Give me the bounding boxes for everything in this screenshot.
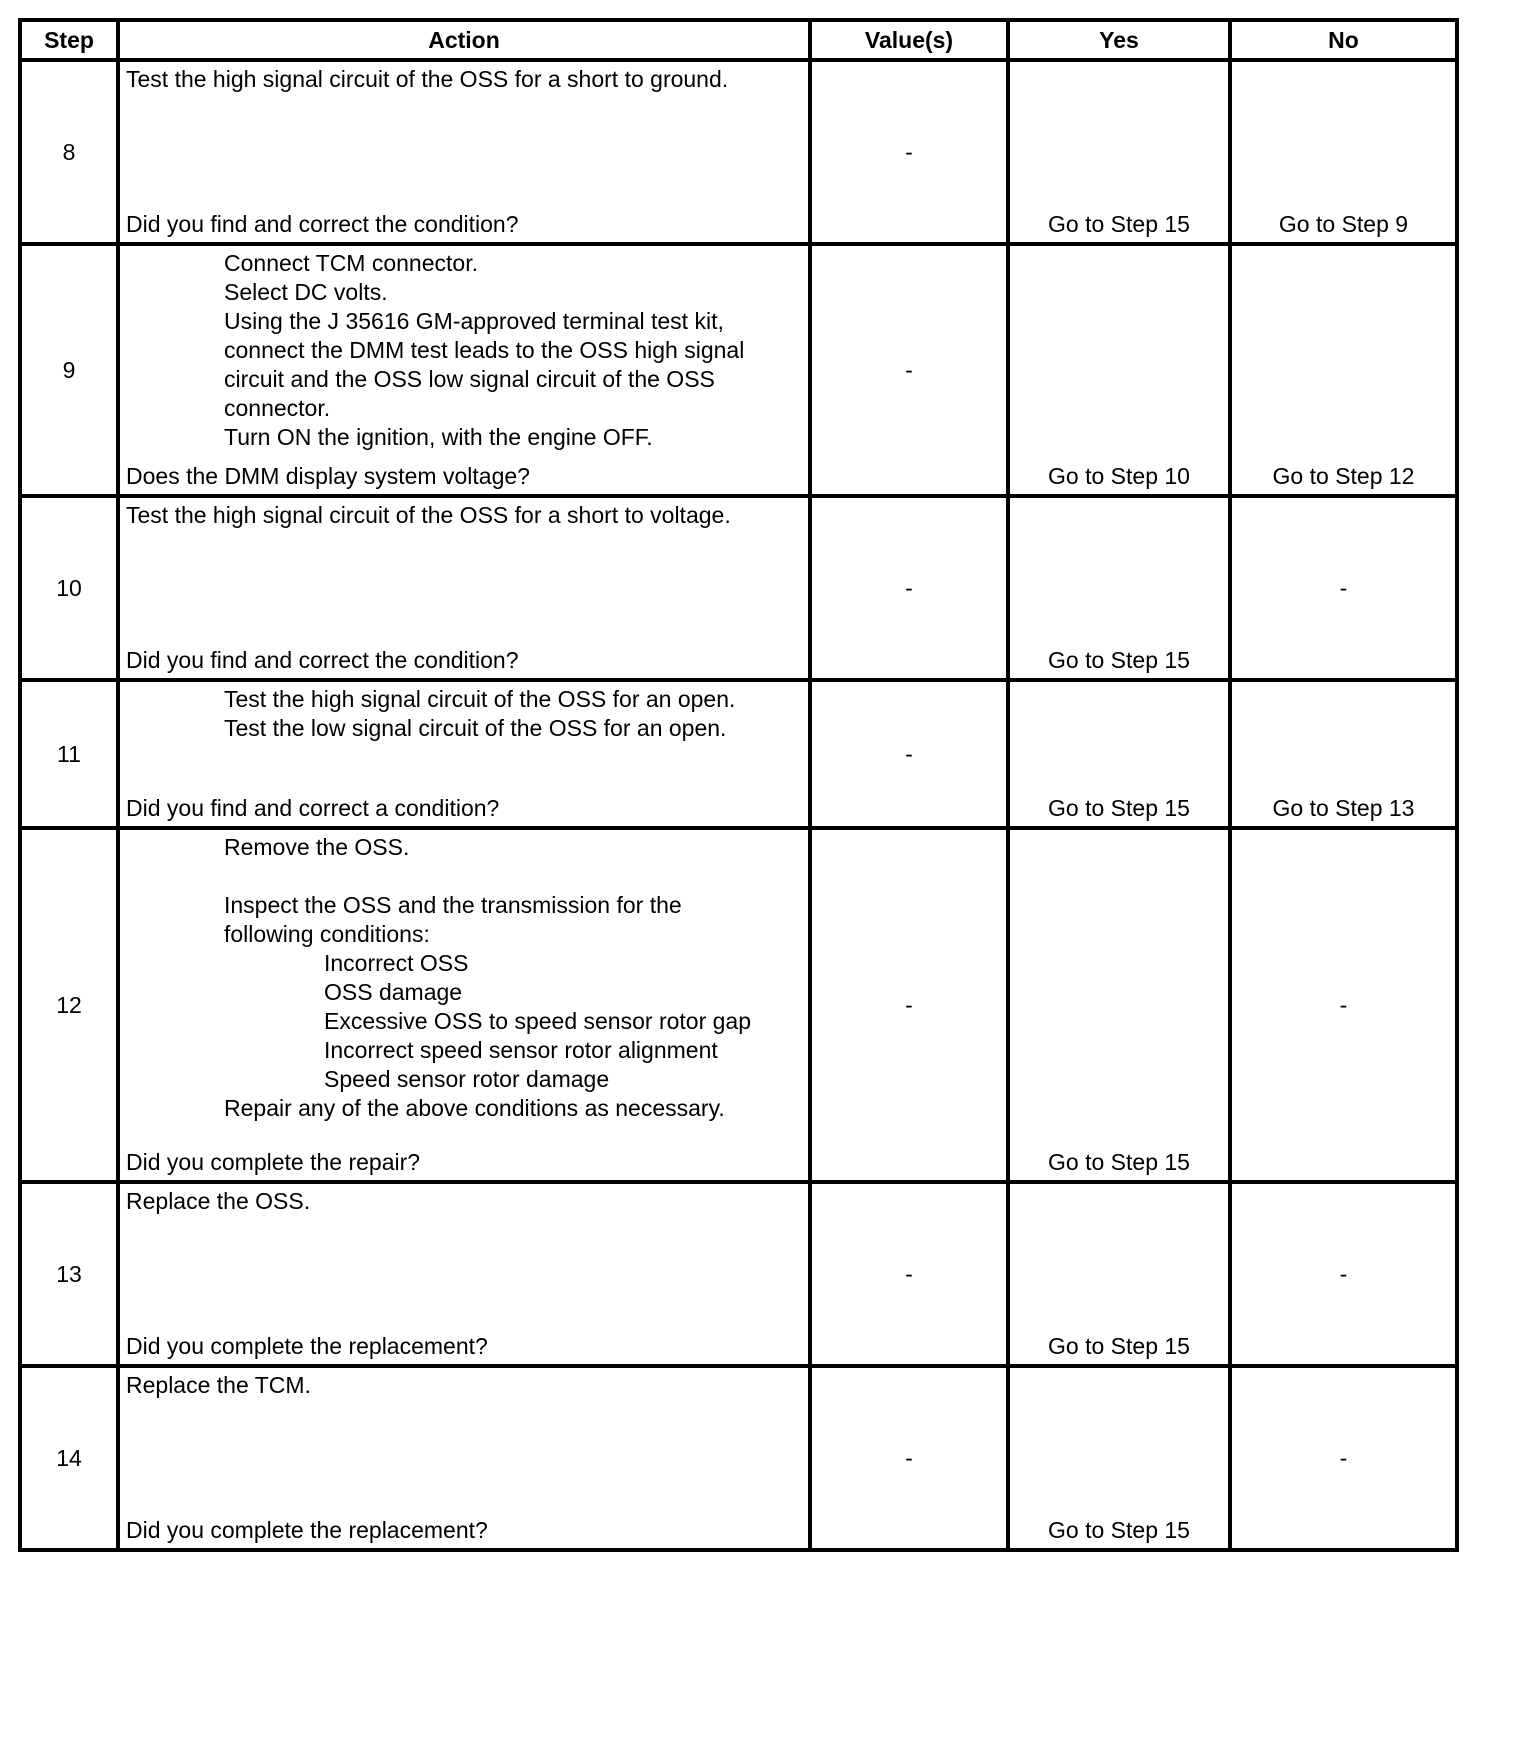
action-question: Did you complete the replacement?	[126, 1517, 488, 1543]
step-number: 12	[20, 828, 118, 1182]
no-cell: -	[1230, 1182, 1457, 1366]
action-line: Remove the OSS.	[224, 834, 410, 860]
value-cell: -	[810, 828, 1008, 1182]
table-row	[20, 680, 1457, 828]
action-subline: Speed sensor rotor damage	[324, 1066, 610, 1092]
action-cell	[118, 1366, 810, 1550]
table-row	[20, 1366, 1457, 1550]
header-row	[20, 20, 1457, 60]
no-cell: -	[1230, 1366, 1457, 1550]
action-line: connect the DMM test leads to the OSS high signal	[224, 337, 745, 363]
step-number: 14	[20, 1366, 118, 1550]
yes-cell: Go to Step 15	[1008, 496, 1230, 680]
action-question: Did you find and correct the condition?	[126, 647, 519, 673]
value-cell: -	[810, 1366, 1008, 1550]
action-question: Did you find and correct the condition?	[126, 211, 519, 237]
header-values: Value(s)	[810, 20, 1008, 60]
action-cell	[118, 496, 810, 680]
table-row	[20, 1182, 1457, 1366]
action-line: circuit and the OSS low signal circuit of the OSS	[224, 366, 715, 392]
no-cell: Go to Step 13	[1230, 680, 1457, 828]
table-row	[20, 828, 1457, 1182]
action-line: Test the high signal circuit of the OSS for an open.	[224, 686, 736, 712]
table-row	[20, 244, 1457, 496]
yes-cell: Go to Step 15	[1008, 60, 1230, 244]
diagnostic-steps-table	[18, 18, 1459, 1552]
action-line: Inspect the OSS and the transmission for the	[224, 892, 682, 918]
action-cell	[118, 60, 810, 244]
value-cell: -	[810, 680, 1008, 828]
header-action: Action	[118, 20, 810, 60]
yes-cell: Go to Step 15	[1008, 680, 1230, 828]
action-line: Repair any of the above conditions as necessary.	[224, 1095, 725, 1121]
yes-cell: Go to Step 15	[1008, 828, 1230, 1182]
action-line: following conditions:	[224, 921, 430, 947]
action-line: Test the low signal circuit of the OSS for an open.	[224, 715, 727, 741]
action-question: Did you complete the repair?	[126, 1149, 421, 1175]
action-line: Connect TCM connector.	[224, 250, 478, 276]
step-number: 8	[20, 60, 118, 244]
yes-cell: Go to Step 10	[1008, 244, 1230, 496]
action-subline: Incorrect OSS	[324, 950, 469, 976]
action-line: Turn ON the ignition, with the engine OFF.	[224, 424, 653, 450]
action-question: Did you find and correct a condition?	[126, 795, 500, 821]
header-yes: Yes	[1008, 20, 1230, 60]
action-subline: OSS damage	[324, 979, 463, 1005]
value-cell: -	[810, 60, 1008, 244]
no-cell: -	[1230, 828, 1457, 1182]
header-no: No	[1230, 20, 1457, 60]
action-question: Does the DMM display system voltage?	[126, 463, 530, 489]
action-cell	[118, 1182, 810, 1366]
step-number: 13	[20, 1182, 118, 1366]
action-subline: Incorrect speed sensor rotor alignment	[324, 1037, 718, 1063]
action-line: Test the high signal circuit of the OSS for a short to ground.	[126, 66, 729, 92]
no-cell: Go to Step 12	[1230, 244, 1457, 496]
action-cell	[118, 828, 810, 1182]
action-line: Test the high signal circuit of the OSS for a short to voltage.	[126, 502, 731, 528]
action-line: Replace the OSS.	[126, 1188, 311, 1214]
yes-cell: Go to Step 15	[1008, 1182, 1230, 1366]
step-number: 11	[20, 680, 118, 828]
step-number: 9	[20, 244, 118, 496]
action-cell	[118, 680, 810, 828]
action-line: connector.	[224, 395, 331, 421]
action-line: Replace the TCM.	[126, 1372, 311, 1398]
step-number: 10	[20, 496, 118, 680]
action-line	[224, 862, 802, 891]
action-line: Using the J 35616 GM-approved terminal test kit,	[224, 308, 724, 334]
table-row	[20, 496, 1457, 680]
no-cell: -	[1230, 496, 1457, 680]
yes-cell: Go to Step 15	[1008, 1366, 1230, 1550]
action-subline: Excessive OSS to speed sensor rotor gap	[324, 1008, 751, 1034]
header-step: Step	[20, 20, 118, 60]
value-cell: -	[810, 1182, 1008, 1366]
value-cell: -	[810, 496, 1008, 680]
action-question: Did you complete the replacement?	[126, 1333, 488, 1359]
action-cell	[118, 244, 810, 496]
value-cell: -	[810, 244, 1008, 496]
action-line: Select DC volts.	[224, 279, 388, 305]
table-row	[20, 60, 1457, 244]
no-cell: Go to Step 9	[1230, 60, 1457, 244]
